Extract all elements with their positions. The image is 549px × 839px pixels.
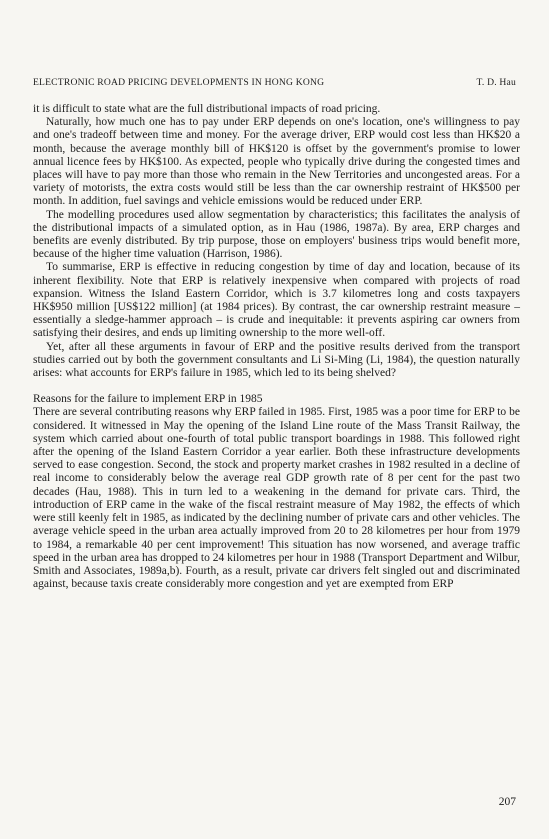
paragraph-modelling: The modelling procedures used allow segmentation by characteristics; this facilitates the analysis of the distributional impacts of a simulated option, as in Hau (1986, 1987a). By area, ERP charges and benefits are evenly distributed. By trip purpose, those on employers' business trips would benefit more, because of the higher time valuation (Harrison, 1986). <box>33 208 520 261</box>
journal-page <box>31 0 522 839</box>
paragraph-summary: To summarise, ERP is effective in reducing congestion by time of day and location, because of its inherent flexibility. Note that ERP is relatively inexpensive when compared with projects of road expansion. Witness the Island Eastern Corridor, which is 3.7 kilometres long and costs taxpayers HK$950 million [US$122 million] (at 1984 prices). By contrast, the car ownership restraint measure – essentially a sledge-hammer approach – is crude and inequitable: it prevents aspiring car owners from satisfying their desires, and ends up limiting ownership to the more well-off. <box>33 261 520 340</box>
page-number: 207 <box>498 796 516 808</box>
paragraph-question: Yet, after all these arguments in favour of ERP and the positive results derived from the transport studies carried out by both the government consultants and Li Si-Ming (Li, 1984), the question naturally arises: what accounts for ERP's failure in 1985, which led to its being shelved? <box>33 340 520 380</box>
article-body <box>33 103 520 591</box>
running-head-title: ELECTRONIC ROAD PRICING DEVELOPMENTS IN HONG KONG <box>33 77 325 88</box>
paragraph-continuation: it is difficult to state what are the full distributional impacts of road pricing. <box>33 103 381 115</box>
paragraph-payment: Naturally, how much one has to pay under ERP depends on one's location, one's willingness to pay and one's tradeoff between time and money. For the average driver, ERP would cost less than HK$20 a month, because the average monthly bill of HK$120 is offset by the government's promise to lower annual licence fees by HK$100. As expected, people who typically drive during the congested times and places will have to pay more than those who remain in the New Territories and uncongested areas. For a variety of motorists, the extra costs would still be less than the car ownership restraint of HK$500 per month. In addition, fuel savings and vehicle emissions would be reduced under ERP. <box>33 116 520 208</box>
running-head <box>33 77 516 88</box>
section-heading: Reasons for the failure to implement ERP in 1985 <box>33 393 263 406</box>
paragraph-reasons: There are several contributing reasons why ERP failed in 1985. First, 1985 was a poor time for ERP to be considered. It witnessed in May the opening of the Island Line route of the Mass Transit Railway, the system which carried about one-fourth of total public transport boardings in 1988. This followed right after the opening of the Island Eastern Corridor a year earlier. Both these infrastructure developments served to ease congestion. Second, the stock and property market crashes in 1982 resulted in a decline of real income to considerably below the average real GDP growth rate of 8 per cent for the past two decades (Hau, 1988). This in turn led to a weakening in the demand for private cars. Third, the introduction of ERP came in the wake of the fiscal restraint measure of May 1982, the effects of which were still keenly felt in 1985, as indicated by the declining number of private cars and other vehicles. The average vehicle speed in the urban area actually improved from 20 to 28 kilometres per hour from 1979 to 1984, a remarkable 40 per cent improvement! This situation has now worsened, and average traffic speed in the urban area has dropped to 24 kilometres per hour in 1988 (Transport Department and Wilbur, Smith and Associates, 1989a,b). Fourth, as a result, private car drivers felt singled out and discriminated against, because taxis create considerably more congestion and yet are exempted from ERP <box>33 406 520 591</box>
running-head-author: T. D. Hau <box>476 77 516 88</box>
